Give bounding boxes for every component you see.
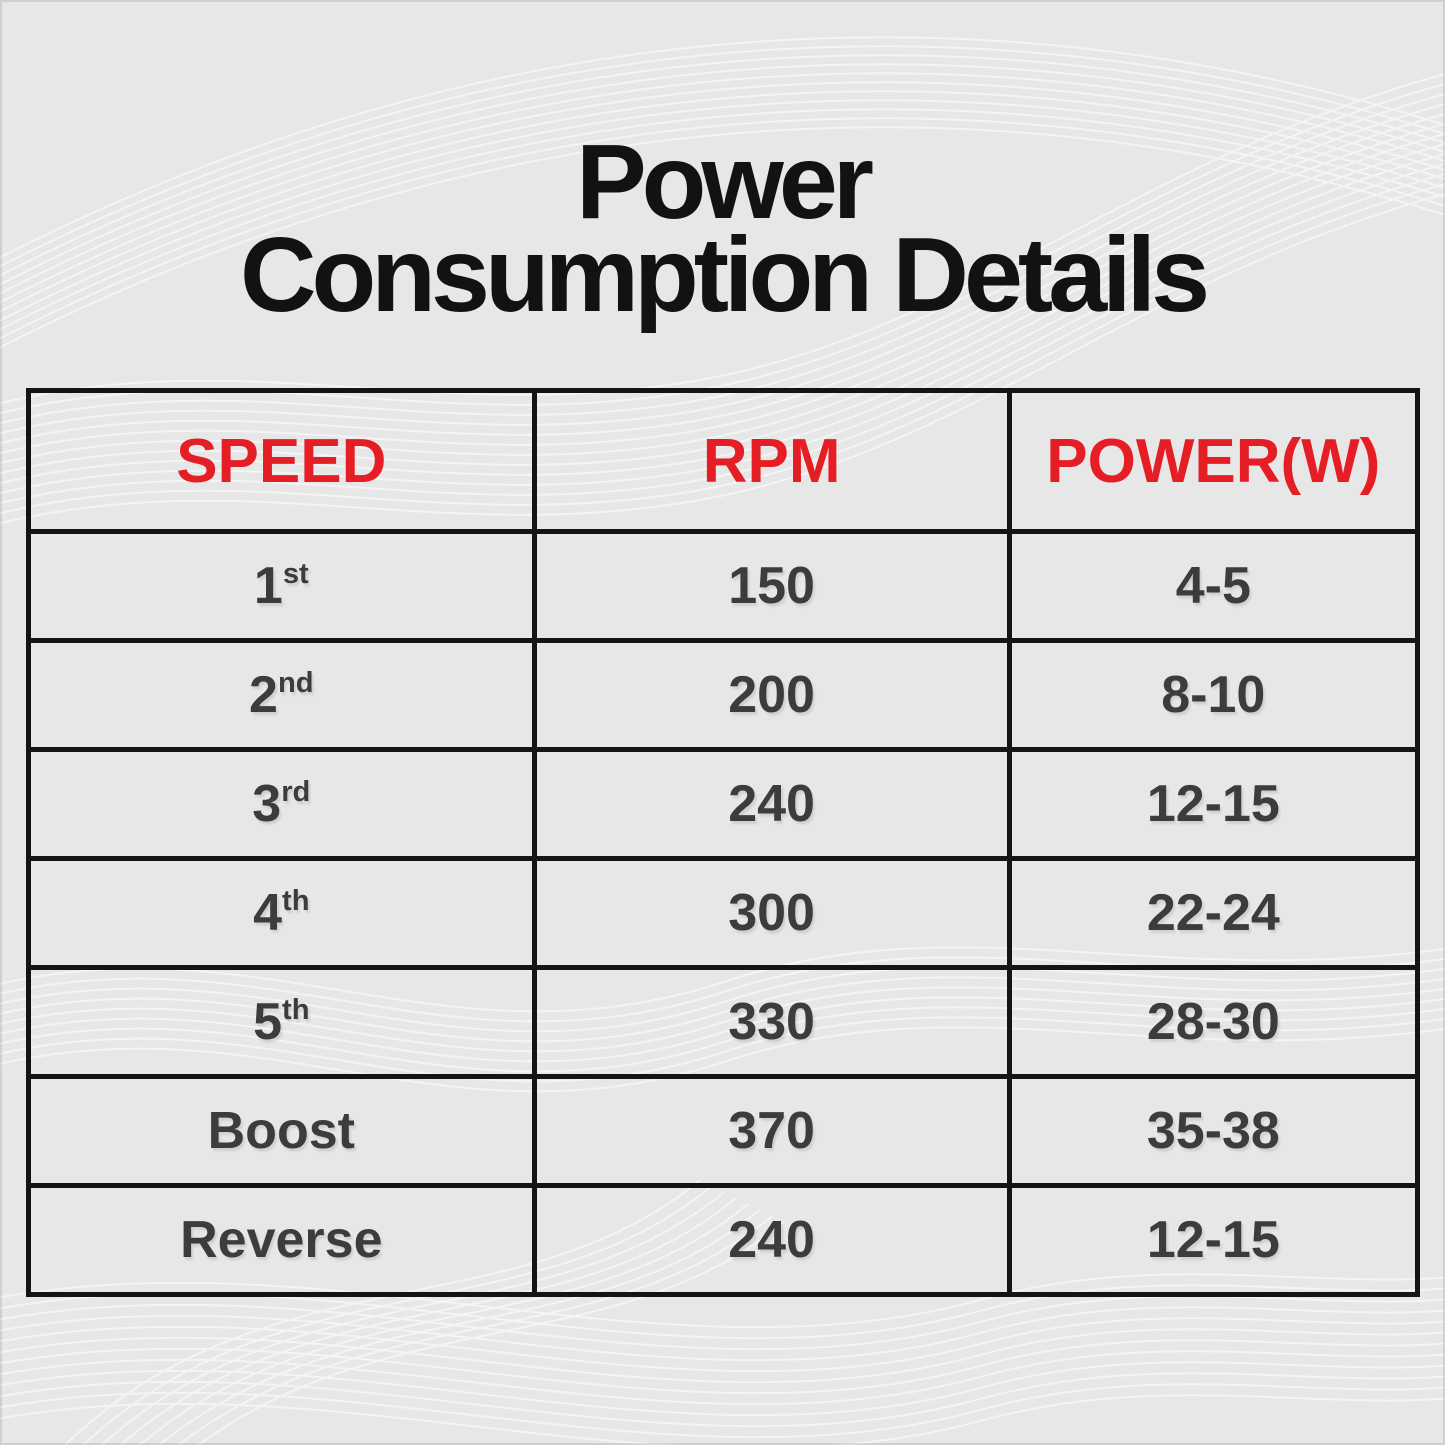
table-row <box>29 532 1418 641</box>
speed-cell <box>29 532 535 641</box>
power-cell: 35-38 <box>1009 1077 1417 1186</box>
rpm-cell: 240 <box>534 1186 1009 1295</box>
speed-ordinal-suffix: rd <box>281 776 311 809</box>
page-title-line2: Consumption Details <box>239 216 1206 335</box>
speed-ordinal-suffix: nd <box>277 667 314 700</box>
speed-ordinal-suffix: th <box>282 885 310 918</box>
header-row <box>29 391 1418 532</box>
speed-value: 2 <box>249 666 278 724</box>
table-row <box>29 1077 1418 1186</box>
table-row <box>29 750 1418 859</box>
speed-cell <box>29 859 535 968</box>
speed-value: 1 <box>253 557 283 615</box>
power-consumption-table <box>26 388 1420 1297</box>
rpm-cell: 150 <box>534 532 1009 641</box>
page-title-line1: Power <box>575 123 870 241</box>
speed-cell <box>29 641 535 750</box>
speed-value: Boost <box>207 1102 355 1160</box>
power-cell: 8-10 <box>1009 641 1417 750</box>
power-cell: 12-15 <box>1009 1186 1417 1295</box>
speed-value: 3 <box>252 775 282 833</box>
rpm-cell: 330 <box>534 968 1009 1077</box>
speed-ordinal-suffix: st <box>282 558 309 591</box>
header-cell-speed: SPEED <box>29 391 535 532</box>
power-cell: 4-5 <box>1009 532 1417 641</box>
speed-cell <box>29 968 535 1077</box>
speed-value: 4 <box>253 884 283 942</box>
rpm-cell: 300 <box>534 859 1009 968</box>
speed-value: 5 <box>253 993 283 1051</box>
table-row <box>29 1186 1418 1295</box>
table-row <box>29 859 1418 968</box>
header-cell-power: POWER(W) <box>1009 391 1417 532</box>
speed-value: Reverse <box>180 1211 383 1269</box>
table-row <box>29 641 1418 750</box>
rpm-cell: 240 <box>534 750 1009 859</box>
header-cell-rpm: RPM <box>534 391 1009 532</box>
rpm-cell: 200 <box>534 641 1009 750</box>
speed-ordinal-suffix: th <box>282 994 310 1027</box>
power-cell: 22-24 <box>1009 859 1417 968</box>
speed-cell <box>29 750 535 859</box>
power-cell: 12-15 <box>1009 750 1417 859</box>
rpm-cell: 370 <box>534 1077 1009 1186</box>
table-row <box>29 968 1418 1077</box>
speed-cell <box>29 1186 535 1295</box>
page-title <box>0 123 1445 335</box>
speed-cell <box>29 1077 535 1186</box>
power-cell: 28-30 <box>1009 968 1417 1077</box>
